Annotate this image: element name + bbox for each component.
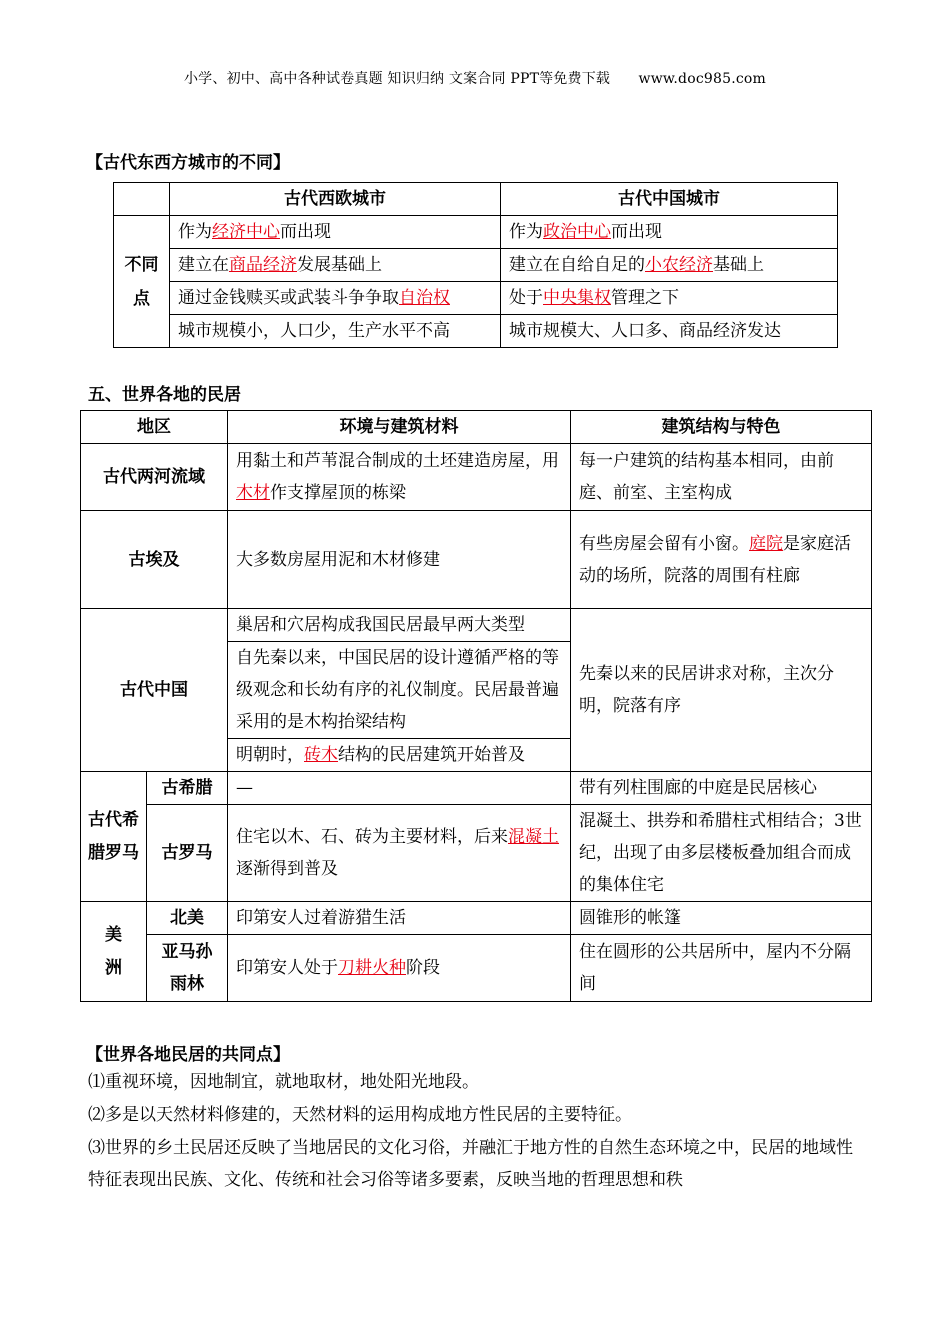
env-zhongguo-b: 自先秦以来，中国民居的设计遵循严格的等级观念和长幼有序的礼仪制度。民居最普遍采用的是木构抬梁结构 — [228, 642, 571, 739]
env-aiji: 大多数房屋用泥和木材修建 — [228, 511, 571, 609]
corner-cell — [114, 183, 170, 216]
env-luoma: 住宅以木、石、砖为主要材料，后来混凝土逐渐得到普及 — [228, 805, 571, 902]
struct-luoma: 混凝土、拱券和希腊柱式相结合；3世纪，出现了由多层楼板叠加组合而成的集体住宅 — [571, 805, 872, 902]
china-cell-3: 处于中央集权管理之下 — [501, 282, 838, 315]
struct-xila: 带有列柱围廊的中庭是民居核心 — [571, 772, 872, 805]
west-cell-4: 城市规模小，人口少，生产水平不高 — [170, 315, 501, 348]
section-title-dwellings: 五、世界各地的民居 — [88, 385, 241, 405]
struct-zhongguo: 先秦以来的民居讲求对称，主次分明，院落有序 — [571, 609, 872, 772]
section-title-common: 【世界各地民居的共同点】 — [86, 1045, 290, 1065]
struct-liangheliuyu: 每一户建筑的结构基本相同，由前庭、前室、主室构成 — [571, 444, 872, 511]
row-label-diff: 不同点 — [114, 216, 170, 348]
region-luoma: 古罗马 — [147, 805, 228, 902]
page-header: 小学、初中、高中各种试卷真题 知识归纳 文案合同 PPT等免费下载 www.doc985.com — [183, 71, 766, 87]
west-cell-1: 作为经济中心而出现 — [170, 216, 501, 249]
keyword: 自治权 — [399, 288, 450, 308]
keyword: 庭院 — [749, 533, 783, 554]
env-xila: — — [228, 772, 571, 805]
env-yamaxun: 印第安人处于刀耕火种阶段 — [228, 935, 571, 1002]
group-xila-luoma: 古代希腊罗马 — [81, 772, 147, 902]
env-zhongguo-a: 巢居和穴居构成我国民居最早两大类型 — [228, 609, 571, 642]
header-structure: 建筑结构与特色 — [571, 411, 872, 444]
keyword: 政治中心 — [543, 222, 611, 242]
keyword: 木材 — [236, 483, 270, 503]
west-cell-2: 建立在商品经济发展基础上 — [170, 249, 501, 282]
region-aiji: 古埃及 — [81, 511, 228, 609]
china-cell-2: 建立在自给自足的小农经济基础上 — [501, 249, 838, 282]
china-cell-1: 作为政治中心而出现 — [501, 216, 838, 249]
west-cell-3: 通过金钱赎买或武装斗争争取自治权 — [170, 282, 501, 315]
region-xila: 古希腊 — [147, 772, 228, 805]
header-west-city: 古代西欧城市 — [170, 183, 501, 216]
header-environment: 环境与建筑材料 — [228, 411, 571, 444]
header-region: 地区 — [81, 411, 228, 444]
section-title-city-diff: 【古代东西方城市的不同】 — [86, 153, 290, 173]
china-cell-4: 城市规模大、人口多、商品经济发达 — [501, 315, 838, 348]
region-zhongguo: 古代中国 — [81, 609, 228, 772]
struct-yamaxun: 住在圆形的公共居所中，屋内不分隔间 — [571, 935, 872, 1002]
keyword: 小农经济 — [645, 255, 713, 275]
keyword: 经济中心 — [212, 222, 280, 242]
region-beimei: 北美 — [147, 902, 228, 935]
region-liangheliuyu: 古代两河流域 — [81, 444, 228, 511]
struct-aiji: 有些房屋会留有小窗。庭院是家庭活动的场所，院落的周围有柱廊 — [571, 511, 872, 609]
common-point-2: ⑵多是以天然材料修建的，天然材料的运用构成地方性民居的主要特征。 — [88, 1105, 632, 1125]
env-liangheliuyu: 用黏土和芦苇混合制成的土坯建造房屋，用木材作支撑屋顶的栋梁 — [228, 444, 571, 511]
keyword: 中央集权 — [543, 288, 611, 308]
env-beimei: 印第安人过着游猎生活 — [228, 902, 571, 935]
keyword: 砖木 — [304, 745, 338, 765]
env-zhongguo-c: 明朝时，砖木结构的民居建筑开始普及 — [228, 739, 571, 772]
dwellings-table — [80, 410, 872, 1002]
common-point-3: ⑶世界的乡土民居还反映了当地居民的文化习俗，并融汇于地方性的自然生态环境之中，民居的地域性特征表现出民族、文化、传统和社会习俗等诸多要素，反映当地的哲理思想和秩 — [88, 1138, 853, 1190]
group-meizhou: 美洲 — [81, 902, 147, 1002]
keyword: 刀耕火种 — [338, 958, 406, 978]
keyword: 混凝土 — [508, 827, 559, 847]
common-point-1: ⑴重视环境，因地制宜，就地取材，地处阳光地段。 — [88, 1072, 479, 1092]
struct-beimei: 圆锥形的帐篷 — [571, 902, 872, 935]
region-yamaxun: 亚马孙雨林 — [147, 935, 228, 1002]
city-comparison-table — [113, 182, 838, 348]
header-china-city: 古代中国城市 — [501, 183, 838, 216]
keyword: 商品经济 — [229, 255, 297, 275]
